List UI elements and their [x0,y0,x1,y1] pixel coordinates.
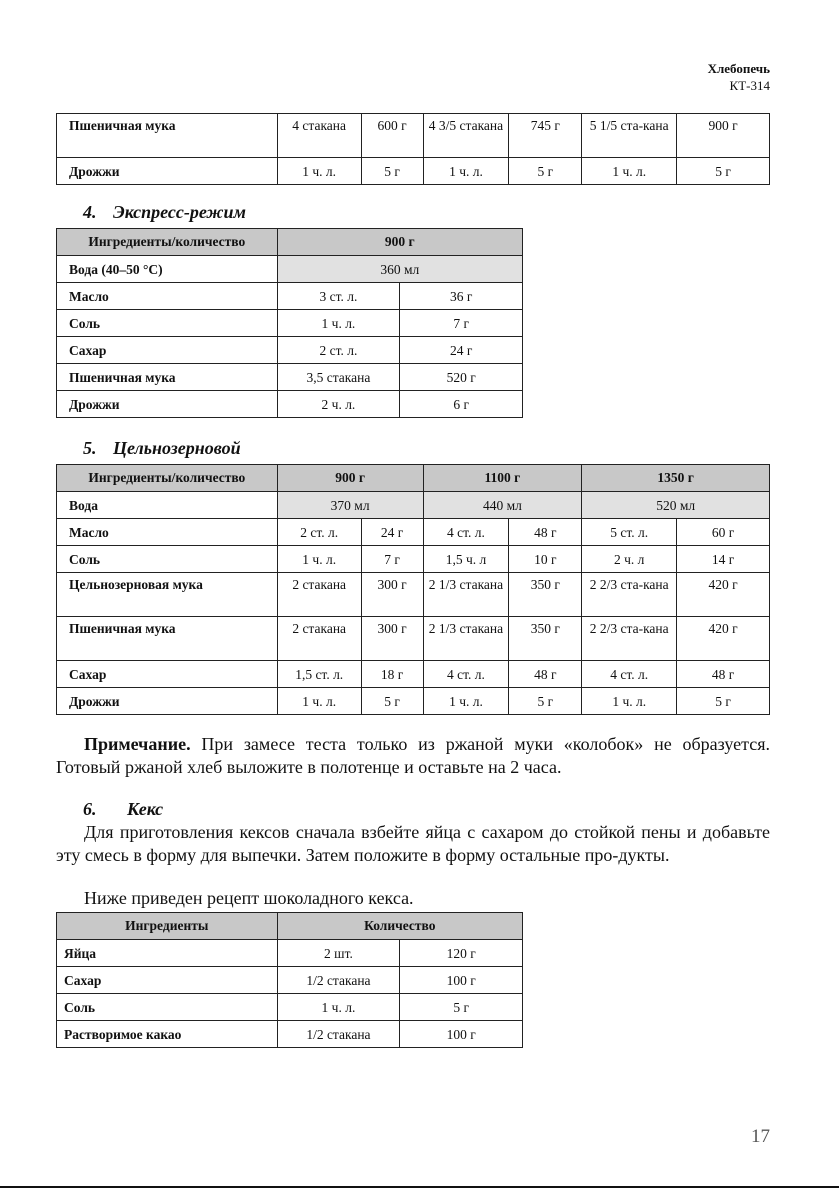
header-product: Хлебопечь [707,61,770,76]
table-cell: 745 г [509,114,582,158]
table-row [57,337,523,364]
row-label: Цельнозерновая мука [57,573,278,617]
table-wholegrain [56,464,770,715]
amount-cell: 1 ч. л. [277,994,400,1021]
section-5-heading [83,438,241,459]
table-row [57,617,770,661]
header-weight: 900 г [277,229,522,256]
cake-paragraph [56,821,770,867]
table-cell: 5 г [509,158,582,185]
table-cell: 18 г [361,661,423,688]
amount-cell: 1/2 стакана [277,1021,400,1048]
table-row [57,283,523,310]
table-cell: 5 г [361,688,423,715]
table-cell: 2 ч. л [582,546,677,573]
amount-cell: 2 ст. л. [277,337,400,364]
row-label: Масло [57,519,278,546]
weight-cell: 100 г [400,1021,523,1048]
table-cell: 4 3/5 стакана [423,114,509,158]
table-cell: 1,5 ст. л. [277,661,361,688]
amount-cell: 3 ст. л. [277,283,400,310]
weight-cell: 24 г [400,337,523,364]
table-cell: 4 ст. л. [423,519,509,546]
water-value: 520 мл [582,492,770,519]
table-continued [56,113,770,185]
table-cell: 2 2/3 ста-кана [582,617,677,661]
table-row [57,158,770,185]
table-row [57,546,770,573]
table-cell: 900 г [677,114,770,158]
section-number: 5. [83,438,97,458]
section-4-heading [83,202,246,223]
table-row [57,994,523,1021]
header-label: Ингредиенты/количество [57,465,278,492]
section-number: 6. [83,799,97,819]
table-cell: 1 ч. л. [277,546,361,573]
table-cell: 1,5 ч. л [423,546,509,573]
table-cell: 4 ст. л. [423,661,509,688]
row-label: Дрожжи [57,158,278,185]
header-weight: 900 г [277,465,423,492]
table-cell: 420 г [677,617,770,661]
row-label: Пшеничная мука [57,114,278,158]
note-text: При замесе теста только из ржаной муки «колобок» не образуется. Готовый ржаной хлеб выложите в полотенце и оставьте на 2 часа. [56,734,770,777]
table-row [57,519,770,546]
note-paragraph [56,733,770,779]
table-header-row [57,229,523,256]
table-row [57,688,770,715]
weight-cell: 520 г [400,364,523,391]
table-cell: 24 г [361,519,423,546]
table-row [57,940,523,967]
header-label: Ингредиенты [57,913,278,940]
amount-cell: 1/2 стакана [277,967,400,994]
table-cell: 2 ст. л. [277,519,361,546]
table-cell: 300 г [361,617,423,661]
row-label: Соль [57,546,278,573]
row-label: Масло [57,283,278,310]
table-cake [56,912,523,1048]
table-cell: 2 стакана [277,573,361,617]
note-label: Примечание. [84,734,191,754]
table-row [57,256,523,283]
table-cell: 5 1/5 ста-кана [582,114,677,158]
table-cell: 1 ч. л. [582,158,677,185]
cake-text: Для приготовления кексов сначала взбейте яйца с сахаром до стойкой пены и добавьте эту смесь в форму для выпечки. Затем положите в форму остальные про-дукты. [56,822,770,865]
header-label: Ингредиенты/количество [57,229,278,256]
amount-cell: 3,5 стакана [277,364,400,391]
water-value: 370 мл [277,492,423,519]
table-cell: 5 г [677,158,770,185]
table-cell: 2 1/3 стакана [423,617,509,661]
table-row [57,573,770,617]
table-cell: 60 г [677,519,770,546]
table-cell: 1 ч. л. [582,688,677,715]
table-cell: 7 г [361,546,423,573]
table-cell: 4 стакана [277,114,361,158]
row-label: Пшеничная мука [57,617,278,661]
row-label: Дрожжи [57,688,278,715]
table-cell: 14 г [677,546,770,573]
row-label: Пшеничная мука [57,364,278,391]
section-title: Кекс [127,799,164,819]
table-cell: 1 ч. л. [277,158,361,185]
table-header-row [57,465,770,492]
table-cell: 300 г [361,573,423,617]
table-cell: 5 г [361,158,423,185]
row-label: Соль [57,310,278,337]
row-label: Яйца [57,940,278,967]
cake-intro-text: Ниже приведен рецепт шоколадного кекса. [84,888,414,908]
table-cell: 1 ч. л. [423,688,509,715]
table-cell: 350 г [509,617,582,661]
table-row [57,364,523,391]
weight-cell: 36 г [400,283,523,310]
weight-cell: 7 г [400,310,523,337]
table-row [57,114,770,158]
cake-recipe-intro [56,887,770,910]
amount-cell: 2 ч. л. [277,391,400,418]
row-label: Сахар [57,967,278,994]
header-weight: 1100 г [423,465,582,492]
water-value: 360 мл [277,256,522,283]
row-label: Дрожжи [57,391,278,418]
header-weight: 1350 г [582,465,770,492]
table-row [57,967,523,994]
row-label: Соль [57,994,278,1021]
table-cell: 48 г [509,519,582,546]
table-cell: 350 г [509,573,582,617]
section-number: 4. [83,202,97,222]
table-cell: 48 г [509,661,582,688]
table-cell: 48 г [677,661,770,688]
weight-cell: 6 г [400,391,523,418]
table-cell: 1 ч. л. [277,688,361,715]
table-cell: 1 ч. л. [423,158,509,185]
table-cell: 5 ст. л. [582,519,677,546]
table-row [57,1021,523,1048]
page-number: 17 [751,1126,770,1147]
table-cell: 10 г [509,546,582,573]
running-header [708,60,770,94]
weight-cell: 120 г [400,940,523,967]
table-cell: 2 2/3 ста-кана [582,573,677,617]
table-cell: 2 1/3 стакана [423,573,509,617]
amount-cell: 1 ч. л. [277,310,400,337]
amount-cell: 2 шт. [277,940,400,967]
water-value: 440 мл [423,492,582,519]
table-row [57,661,770,688]
section-title: Экспресс-режим [113,202,246,222]
table-cell: 420 г [677,573,770,617]
table-cell: 2 стакана [277,617,361,661]
table-express [56,228,523,418]
row-label: Вода [57,492,278,519]
section-title: Цельнозерновой [113,438,241,458]
weight-cell: 100 г [400,967,523,994]
table-cell: 5 г [677,688,770,715]
row-label: Сахар [57,337,278,364]
table-row [57,391,523,418]
header-qty: Количество [277,913,522,940]
table-header-row [57,913,523,940]
header-model: КТ-314 [729,78,770,93]
table-cell: 5 г [509,688,582,715]
row-label: Вода (40–50 °C) [57,256,278,283]
section-6-heading [83,799,283,820]
table-cell: 4 ст. л. [582,661,677,688]
table-row [57,492,770,519]
table-row [57,310,523,337]
row-label: Растворимое какао [57,1021,278,1048]
table-cell: 600 г [361,114,423,158]
row-label: Сахар [57,661,278,688]
weight-cell: 5 г [400,994,523,1021]
